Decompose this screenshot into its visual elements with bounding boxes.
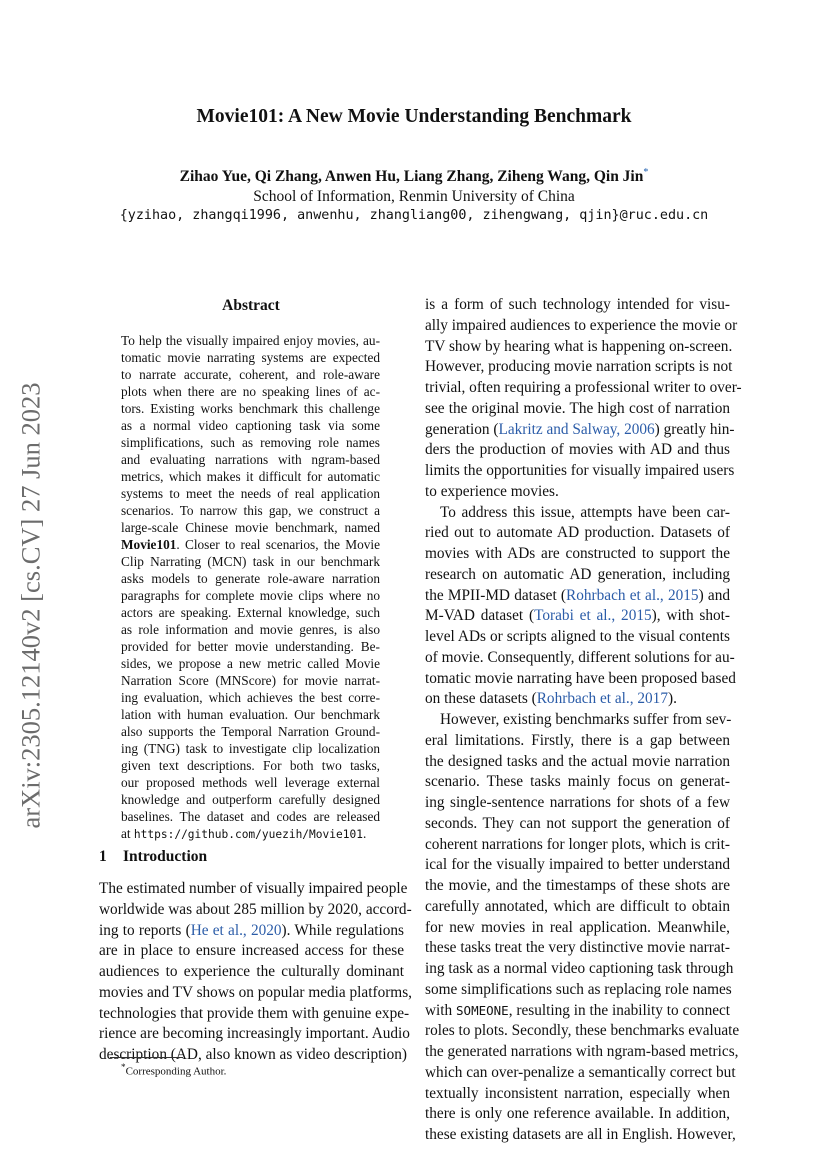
citation-link[interactable]: Torabi et al., 2015 [534,607,652,625]
abstract-line: metrics, which makes it difficult for automatic [121,469,380,484]
body-line: for new movies in real application. Meanwhile, [425,918,730,936]
abstract-line: To help the visually impaired enjoy movies, au- [121,333,380,348]
body-line: ders the production of movies with AD and thus [425,441,730,459]
footnote [121,1062,226,1078]
body-line: level ADs or scripts aligned to the visual contents [425,628,730,645]
abstract-last-suffix: . [362,826,367,841]
body-line: M-VAD dataset (Torabi et al., 2015), with shot- [425,607,731,625]
abstract-line: our proposed methods well leverage external [121,775,380,790]
benchmark-name: Movie101 [121,537,177,552]
body-line: roles to plots. Secondly, these benchmarks evaluate [425,1022,740,1040]
abstract-line: provided for better movie understanding. Be- [121,639,380,654]
arxiv-sidebar-stamp [13,364,49,847]
body-line: the generated narrations with ngram-based metrics, [425,1043,739,1060]
citation-link[interactable]: Lakritz and Salway, 2006 [498,420,655,438]
body-line: to experience movies. [425,482,559,500]
body-line: To address this issue, attempts have been car- [440,503,730,521]
abstract-line: also supports the Temporal Narration Ground- [121,724,380,739]
abstract-line: knowledge and outperform carefully designed [121,792,380,807]
abstract-line: baselines. The dataset and codes are released [121,809,380,824]
body-line: ally impaired audiences to experience the movie or [425,316,738,334]
paper-title: Movie101: A New Movie Understanding Benchmark [196,106,632,127]
intro-line: audiences to experience the culturally dominant [99,963,404,980]
abstract-line: actors are speaking. External knowledge, such [121,605,380,620]
body-line: the movie, and the timestamps of these shots are [425,877,730,894]
body-line: eral limitations. Firstly, there is a gap between [425,731,730,749]
body-line: with SOMEONE, resulting in the inability to connect [425,1001,731,1019]
abstract-line: simplifications, such as removing role names [121,435,380,450]
abstract-line: paragraphs for complete movie clips where no [121,588,380,603]
body-line: ried out to automate AD production. Datasets of [425,524,730,542]
body-line: ical for the visually impaired to better understand [425,856,730,874]
affiliation: School of Information, Renmin University of China [253,188,575,205]
abstract-line: Movie101. Closer to real scenarios, the Movie [121,537,380,552]
body-line: of movie. Consequently, different solutions for au- [425,648,735,666]
footnote-rule [110,1057,183,1058]
intro-line: description (AD, also known as video description) [99,1046,407,1063]
body-line: tomatic movie narrating have been proposed based [425,669,736,687]
abstract-line: sides, we propose a new metric called Movie [121,656,380,671]
abstract-line: to narrate accurate, coherent, and role-aware [121,367,380,382]
arxiv-id: arXiv:2305.12140v2 [cs.CV] 27 Jun 2023 [15,382,46,829]
body-line: there is only one reference available. In addition, [425,1105,730,1123]
body-line: ing single-sentence narrations for shots of a few [425,794,730,811]
body-line: However, producing movie narration scripts is not [425,358,733,376]
abstract-line: Narration Score (MNScore) for movie narrat- [121,673,380,688]
body-line: trivial, often requiring a professional writer to over- [425,379,742,396]
section-title: Introduction [123,848,208,865]
abstract-line: asks models to generate role-aware narration [121,571,380,586]
body-line: limits the opportunities for visually impaired users [425,462,735,479]
citation-link[interactable]: He et al., 2020 [190,921,282,939]
abstract-line: given text descriptions. For both two tasks, [121,758,380,773]
abstract-line: lation with human evaluation. Our benchmark [121,707,380,722]
abstract-heading: Abstract [222,297,280,314]
citation-link[interactable]: Rohrbach et al., 2017 [536,690,668,708]
body-line: generation (Lakritz and Salway, 2006) greatly hin- [425,420,735,438]
abstract-line: tomatic movie narrating systems are expected [121,350,380,365]
corresponding-mark: * [643,167,649,178]
intro-line: rience are becoming increasingly important. Audio [99,1025,410,1043]
intro-line: movies and TV shows on popular media platforms, [99,983,412,1001]
introduction-left-column [99,879,412,1066]
abstract-line: scenarios. To narrow this gap, we construct a [121,503,380,518]
author-list [0,167,828,186]
body-line: some simplifications such as replacing role names [425,980,732,998]
section-heading [99,848,207,866]
body-line: However, existing benchmarks suffer from sev- [440,711,732,728]
intro-line: are in place to ensure increased access for these [99,942,404,960]
citation-link[interactable]: Rohrbach et al., 2015 [566,586,699,604]
body-line: TV show by hearing what is happening on-screen. [425,337,733,355]
abstract-line: ing (TNG) task to investigate clip localization [121,741,380,756]
abstract-line: tors. Existing works benchmark this challenge [121,401,380,416]
abstract-line: Clip Narrating (MCN) task in our benchmark [121,554,380,569]
body-line: carefully annotated, which are difficult to obtain [425,897,730,915]
abstract-line: as a normal video captioning task via some [121,418,380,433]
intro-line: The estimated number of visually impaired people [99,880,408,897]
body-line: scenario. These tasks mainly focus on generat- [425,773,730,791]
abstract-last-prefix: at [121,826,134,841]
abstract-body [121,332,380,842]
footnote-mark: * [121,1062,126,1072]
inline-code: SOMEONE [456,1002,509,1018]
body-line: coherent narrations for longer plots, which is crit- [425,835,730,853]
section-number: 1 [99,848,107,865]
intro-line: worldwide was about 285 million by 2020, accord- [99,900,412,918]
abstract-last-line [121,825,380,842]
abstract-line: plots when there are no speaking lines of ac- [121,384,380,399]
body-line: research on automatic AD generation, including [425,565,730,583]
body-line: the designed tasks and the actual movie narration [425,752,730,770]
author-names: Zihao Yue, Qi Zhang, Anwen Hu, Liang Zhang, Ziheng Wang, Qin Jin [179,168,644,186]
body-line: is a form of such technology intended for visu- [425,296,730,313]
body-line: these existing datasets are all in English. However, [425,1126,736,1143]
abstract-line: as role information and movie genres, is also [121,622,380,637]
body-line: on these datasets (Rohrbach et al., 2017). [425,690,677,708]
author-emails: {yzihao, zhangqi1996, anwenhu, zhangliang00, zihengwang, qjin}@ruc.edu.cn [119,208,709,223]
abstract-line: systems to meet the needs of real application [121,486,380,501]
intro-line: ing to reports (He et al., 2020). While regulations [99,921,404,939]
github-link[interactable]: https://github.com/yuezih/Movie101 [133,828,363,841]
footnote-text: Corresponding Author. [125,1065,227,1078]
body-line: ing task as a normal video captioning task through [425,960,734,977]
body-line: see the original movie. The high cost of narration [425,399,730,417]
body-line: these tasks treat the very distinctive movie narrat- [425,939,730,957]
abstract-line: large-scale Chinese movie benchmark, named [121,520,380,535]
body-line: movies with ADs are constructed to support the [425,545,730,562]
body-line: which can over-penalize a semantically correct but [425,1063,736,1081]
intro-line: technologies that provide them with genuine expe- [99,1004,410,1022]
body-line: seconds. They can not support the generation of [425,814,730,832]
body-line: the MPII-MD dataset (Rohrbach et al., 2015) and [425,586,730,604]
abstract-line: and evaluating narrations with ngram-based [121,452,380,467]
abstract-line: ing evaluation, which achieves the best corre- [121,690,380,705]
introduction-right-column [425,295,742,1146]
body-line: textually inconsistent narration, especially when [425,1084,730,1102]
